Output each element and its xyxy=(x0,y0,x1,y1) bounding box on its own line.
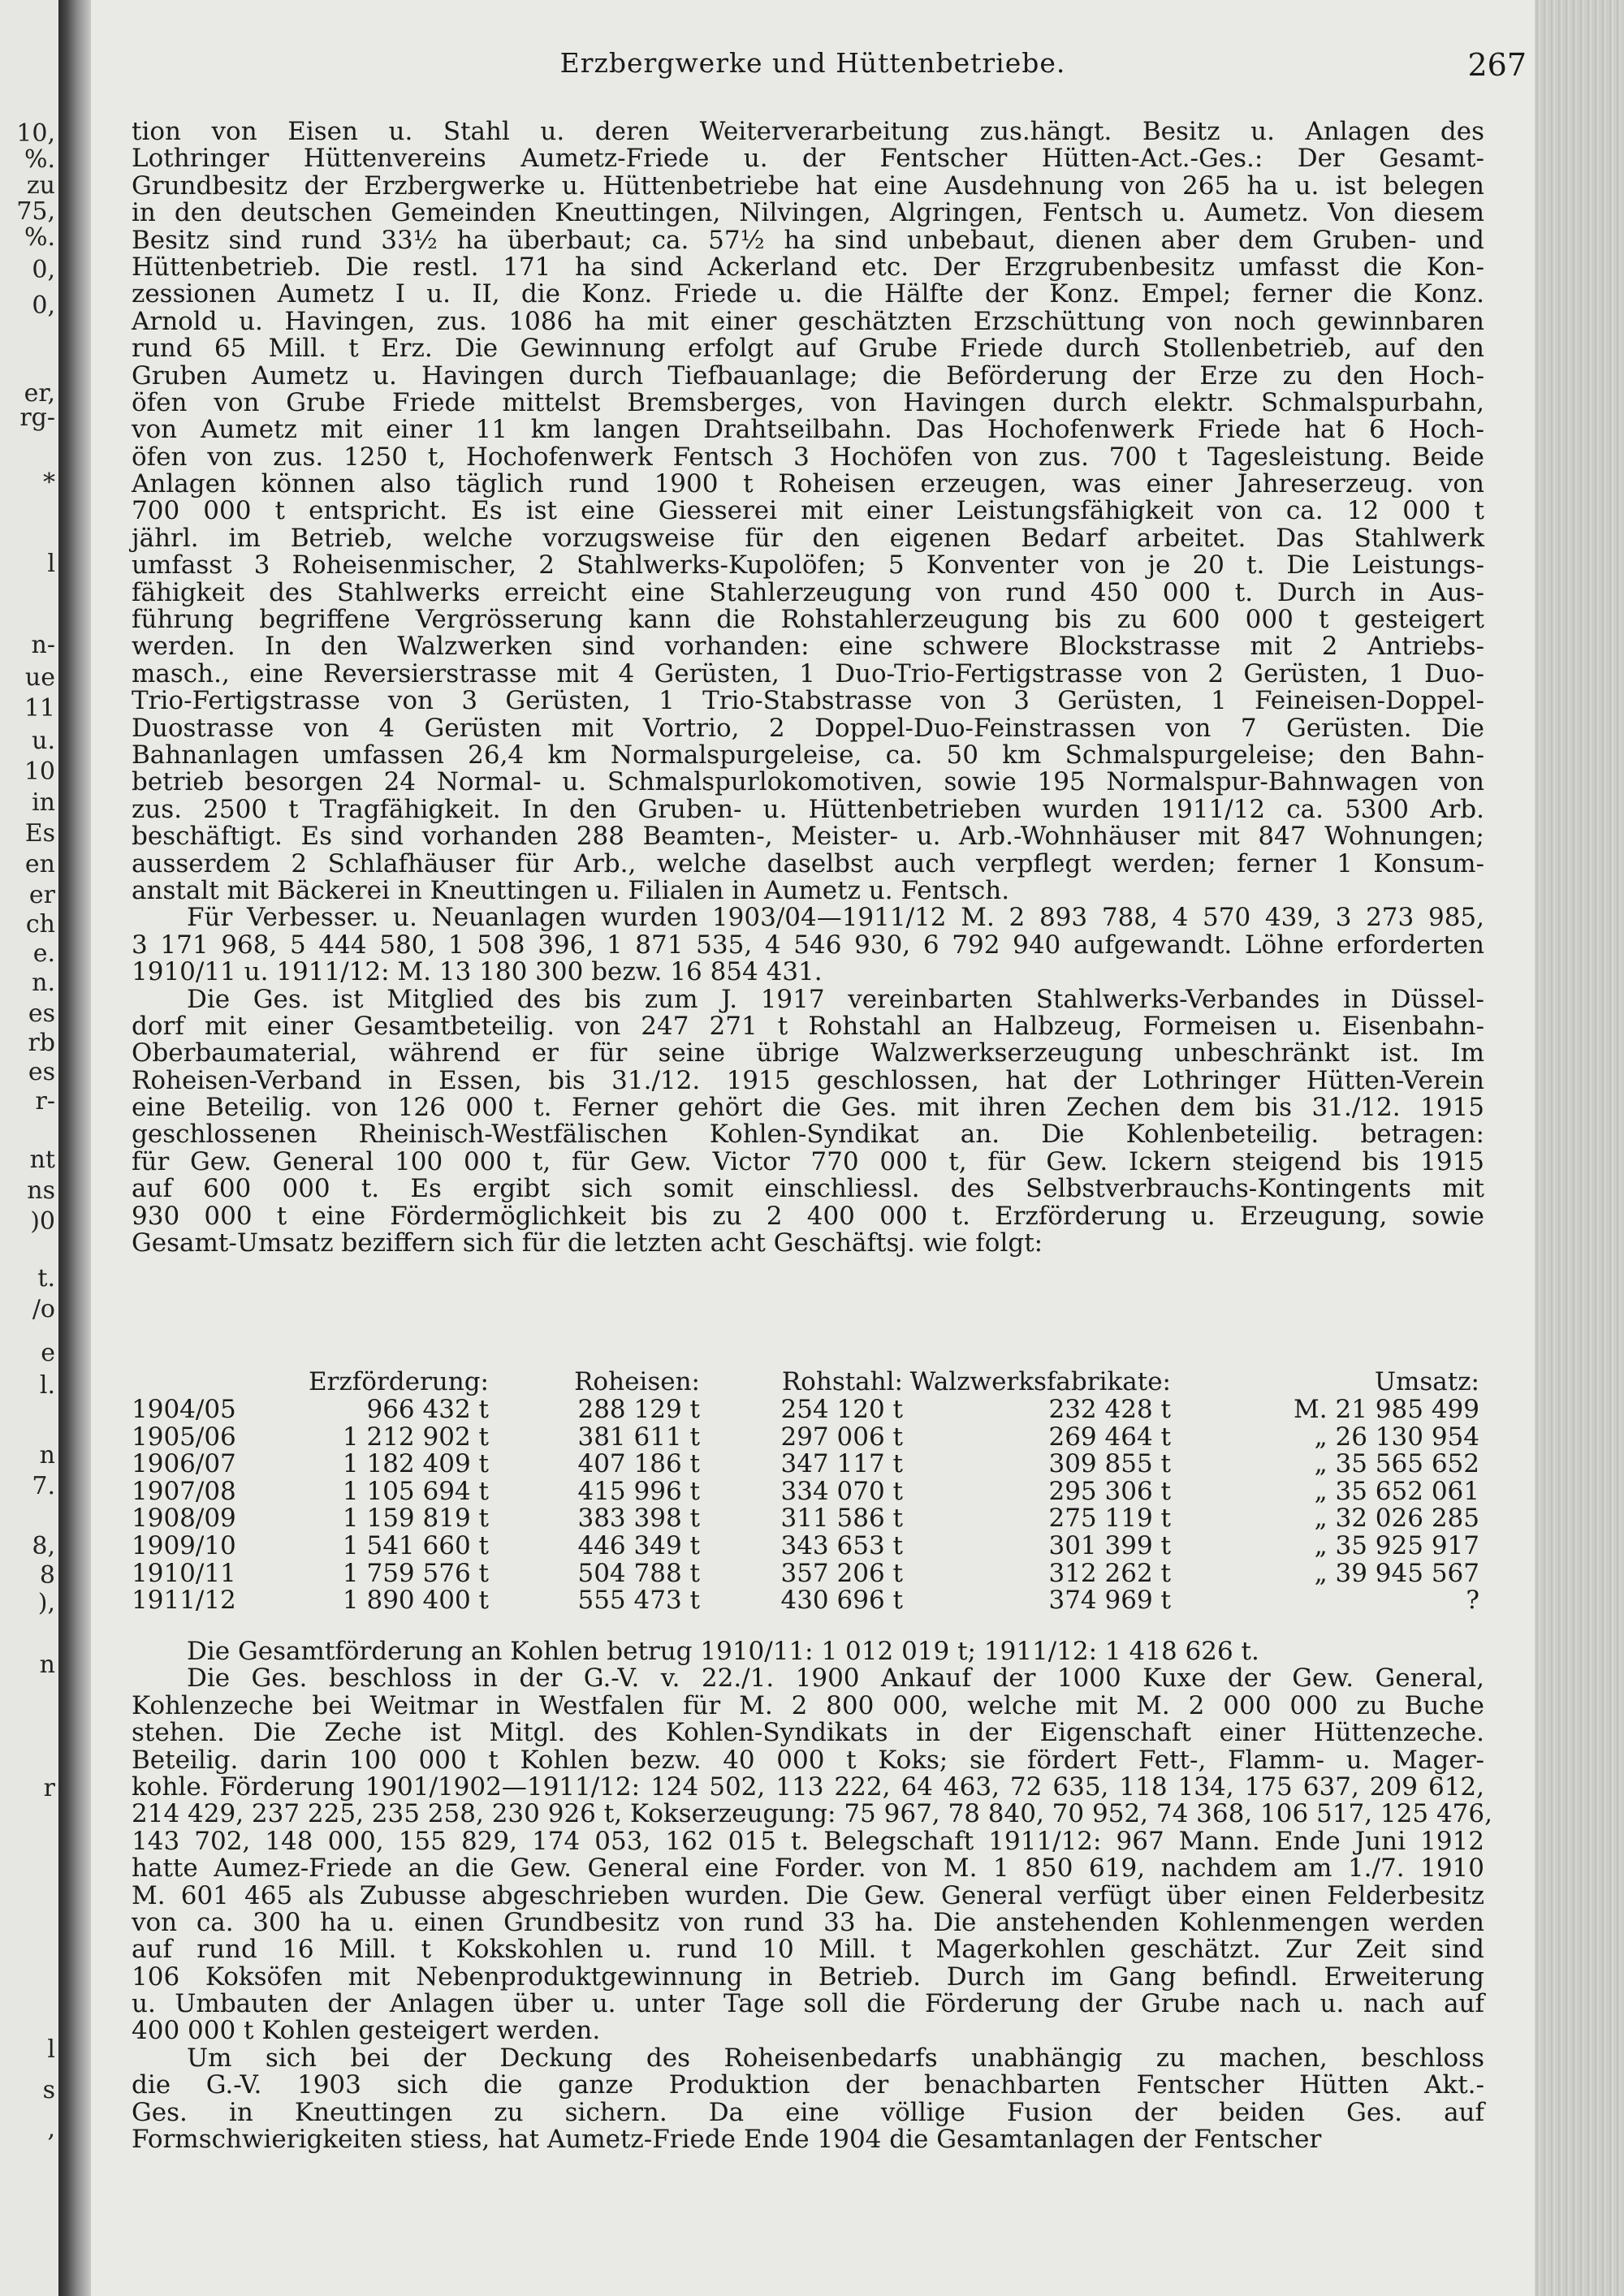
table-row xyxy=(132,1530,1479,1560)
table-cell: 407 186 t xyxy=(577,1449,700,1479)
table-cell: 1 212 902 t xyxy=(342,1422,489,1452)
text-line: 1910/11 u. 1911/12: M. 13 180 300 bezw. 16 854 431. xyxy=(132,957,823,987)
adjacent-page-text: nt xyxy=(29,1146,55,1174)
table-cell: 1907/08 xyxy=(132,1476,236,1506)
adjacent-page-text: l xyxy=(47,550,55,578)
table-cell: 269 464 t xyxy=(1048,1422,1171,1452)
page-header xyxy=(91,47,1535,84)
table-cell: 295 306 t xyxy=(1048,1476,1171,1506)
text-line: Beteilig. darin 100 000 t Kohlen bezw. 40 000 t Koks; sie fördert Fett-, Flamm- u. Mager- xyxy=(132,1745,1484,1775)
adjacent-page-text: n- xyxy=(31,631,55,659)
book-gutter xyxy=(58,0,91,2296)
table-cell: 374 969 t xyxy=(1048,1586,1171,1616)
adjacent-page-text: %. xyxy=(24,223,55,252)
adjacent-page-text: s xyxy=(42,2076,55,2104)
text-line: Grundbesitz der Erzbergwerke u. Hüttenbetriebe hat eine Ausdehnung von 265 ha u. ist belegen xyxy=(132,170,1484,201)
text-line: Anlagen können also täglich rund 1900 t Roheisen erzeugen, was einer Jahreserzeug. von xyxy=(132,469,1484,499)
table-cell: 288 129 t xyxy=(577,1395,700,1424)
text-line: Die Ges. ist Mitglied des bis zum J. 1917 vereinbarten Stahlwerks-Verbandes in Düssel- xyxy=(187,984,1484,1014)
page-edge xyxy=(1535,0,1624,2296)
table-cell: 1906/07 xyxy=(132,1449,236,1479)
table-cell: 297 006 t xyxy=(780,1422,903,1452)
table-row xyxy=(132,1396,1479,1424)
text-line: Kohlenzeche bei Weitmar in Westfalen für M. 2 800 000, welche mit M. 2 000 000 zu Buche xyxy=(132,1690,1484,1720)
table-cell: 430 696 t xyxy=(780,1586,903,1616)
text-line: betrieb besorgen 24 Normal- u. Schmalspurlokomotiven, sowie 195 Normalspur-Bahnwagen von xyxy=(132,767,1484,797)
table-cell: 309 855 t xyxy=(1048,1449,1171,1479)
body-text-upper xyxy=(132,119,1484,1257)
adjacent-page-text: n. xyxy=(32,969,55,997)
text-line: 930 000 t eine Fördermöglichkeit bis zu 2 400 000 t. Erzförderung u. Erzeugung, sowie xyxy=(132,1201,1484,1231)
text-line: kohle. Förderung 1901/1902—1911/12: 124 502, 113 222, 64 463, 72 635, 118 134, 175 637, 209 612, xyxy=(132,1772,1484,1802)
table-cell: 966 432 t xyxy=(366,1395,489,1424)
text-line: Formschwierigkeiten stiess, hat Aumetz-Friede Ende 1904 die Gesamtanlagen der Fentscher xyxy=(132,2125,1322,2155)
adjacent-page-text: ch xyxy=(25,910,55,939)
text-line: anstalt mit Bäckerei in Kneuttingen u. Filialen in Aumetz u. Fentsch. xyxy=(132,875,1010,905)
table-cell: 1909/10 xyxy=(132,1530,236,1560)
table-cell: 334 070 t xyxy=(780,1476,903,1506)
table-cell: 232 428 t xyxy=(1048,1395,1171,1424)
adjacent-page-text: u. xyxy=(32,727,55,755)
production-table xyxy=(132,1369,1479,1615)
adjacent-page-text: 11 xyxy=(24,694,55,723)
text-line: Oberbaumaterial, während er für seine übrige Walzwerkserzeugung unbeschränkt ist. Im xyxy=(132,1038,1484,1068)
text-line: Für Verbesser. u. Neuanlagen wurden 1903/04—1911/12 M. 2 893 788, 4 570 439, 3 273 985, xyxy=(187,903,1484,933)
adjacent-page-text: rb xyxy=(28,1029,55,1057)
adjacent-page-text: e xyxy=(41,1339,55,1367)
text-line: tion von Eisen u. Stahl u. deren Weiterverarbeitung zus.hängt. Besitz u. Anlagen des xyxy=(132,117,1484,146)
text-line: 400 000 t Kohlen gesteigert werden. xyxy=(132,2016,601,2046)
page-number: 267 xyxy=(1467,47,1527,83)
adjacent-page-text: 8, xyxy=(32,1532,55,1560)
table-cell: 555 473 t xyxy=(577,1586,700,1616)
table-cell: M. 21 985 499 xyxy=(1294,1395,1479,1424)
table-cell: „ 26 130 954 xyxy=(1314,1422,1479,1452)
table-cell: 1 105 694 t xyxy=(342,1476,489,1506)
adjacent-page-text: 10 xyxy=(24,757,55,786)
adjacent-page-text: l. xyxy=(39,1371,55,1400)
text-line: Gruben Aumetz u. Havingen durch Tiefbauanlage; die Beförderung der Erze zu den Hoch- xyxy=(132,360,1484,391)
table-cell: 415 996 t xyxy=(577,1476,700,1506)
table-cell: 343 653 t xyxy=(780,1530,903,1560)
adjacent-page-text: e. xyxy=(32,939,55,968)
adjacent-page-text: %. xyxy=(24,145,55,174)
table-cell: 1 182 409 t xyxy=(342,1449,489,1479)
adjacent-page-text: 0, xyxy=(32,256,55,284)
adjacent-page-text: rg- xyxy=(19,404,55,432)
adjacent-page-text: l xyxy=(47,2035,55,2064)
text-line: Ges. in Kneuttingen zu sichern. Da eine völlige Fusion der beiden Ges. auf xyxy=(132,2097,1484,2127)
adjacent-page-fragment xyxy=(0,0,58,2296)
adjacent-page-text: es xyxy=(28,999,55,1028)
running-head: Erzbergwerke und Hüttenbetriebe. xyxy=(559,47,1066,79)
adjacent-page-text: * xyxy=(43,468,55,497)
adjacent-page-text: in xyxy=(32,788,55,817)
text-line: Bahnanlagen umfassen 26,4 km Normalspurgeleise, ca. 50 km Schmalspurgeleise; den Bahn- xyxy=(132,740,1484,770)
table-cell: 1905/06 xyxy=(132,1422,236,1452)
table-cell: 1908/09 xyxy=(132,1504,236,1534)
text-line: 3 171 968, 5 444 580, 1 508 396, 1 871 535, 4 546 930, 6 792 940 aufgewandt. Löhne erforderten xyxy=(132,930,1484,960)
text-line: 214 429, 237 225, 235 258, 230 926 t, Kokserzeugung: 75 967, 78 840, 70 952, 74 368, 106 517, 125 476, xyxy=(132,1799,1492,1829)
adjacent-page-text: ns xyxy=(27,1176,55,1205)
adjacent-page-text: 8 xyxy=(39,1561,55,1590)
text-line: masch., eine Reversierstrasse mit 4 Gerüsten, 1 Duo-Trio-Fertigstrasse von 2 Gerüsten, 1 Duo- xyxy=(132,658,1484,688)
table-header-cell: Rohstahl: xyxy=(781,1367,903,1396)
table-row xyxy=(132,1505,1479,1533)
text-line: zessionen Aumetz I u. II, die Konz. Friede u. die Hälfte der Konz. Empel; ferner die Konz. xyxy=(132,279,1484,309)
text-line: die G.-V. 1903 sich die ganze Produktion der benachbarten Fentscher Hütten Akt.- xyxy=(132,2070,1484,2100)
table-row xyxy=(132,1451,1479,1478)
table-cell: 1904/05 xyxy=(132,1395,236,1424)
text-line: öfen von Grube Friede mittelst Bremsberges, von Havingen durch elektr. Schmalspurbahn, xyxy=(132,387,1484,417)
text-line: Lothringer Hüttenvereins Aumetz-Friede u. der Fentscher Hütten-Act.-Ges.: Der Gesamt- xyxy=(132,144,1484,174)
text-line: hatte Aumez-Friede an die Gew. General eine Forder. von M. 1 850 619, nachdem am 1./7. 1910 xyxy=(132,1854,1484,1884)
text-line: Hüttenbetrieb. Die restl. 171 ha sind Ackerland etc. Der Erzgrubenbesitz umfasst die Kon- xyxy=(132,252,1484,282)
table-cell: ? xyxy=(1466,1586,1479,1616)
text-line: Um sich bei der Deckung des Roheisenbedarfs unabhängig zu machen, beschloss xyxy=(187,2043,1484,2073)
table-cell: „ 32 026 285 xyxy=(1314,1504,1479,1534)
table-cell: 312 262 t xyxy=(1048,1558,1171,1588)
table-cell: 383 398 t xyxy=(577,1504,700,1534)
adjacent-page-text: t. xyxy=(37,1264,55,1293)
text-line: umfasst 3 Roheisenmischer, 2 Stahlwerks-Kupolöfen; 5 Konventer von je 20 t. Die Leistungs- xyxy=(132,550,1484,580)
table-row xyxy=(132,1560,1479,1588)
text-line: 700 000 t entspricht. Es ist eine Giesserei mit einer Leistungsfähigkeit von ca. 12 000 t xyxy=(132,496,1484,526)
text-line: Die Gesamtförderung an Kohlen betrug 1910/11: 1 012 019 t; 1911/12: 1 418 626 t. xyxy=(187,1637,1259,1666)
text-line: Arnold u. Havingen, zus. 1086 ha mit einer geschätzten Erzschüttung von noch gewinnbaren xyxy=(132,306,1484,336)
table-cell: 1 159 819 t xyxy=(342,1504,489,1534)
table-cell: 347 117 t xyxy=(780,1449,903,1479)
adjacent-page-text: 7. xyxy=(32,1472,55,1500)
text-line: M. 601 465 als Zubusse abgeschrieben wurden. Die Gew. General verfügt über einen Felderbesitz xyxy=(132,1880,1484,1910)
table-header-cell: Roheisen: xyxy=(574,1367,700,1396)
text-line: fähigkeit des Stahlwerks erreicht eine Stahlerzeugung von rund 450 000 t. Durch in Aus- xyxy=(132,577,1484,607)
adjacent-page-text: )0 xyxy=(30,1207,55,1236)
text-line: rund 65 Mill. t Erz. Die Gewinnung erfolgt auf Grube Friede durch Stollenbetrieb, auf den xyxy=(132,334,1484,364)
table-cell: „ 39 945 567 xyxy=(1314,1558,1479,1588)
adjacent-page-text: , xyxy=(47,2115,55,2143)
book-page xyxy=(91,0,1535,2296)
adjacent-page-text: er xyxy=(28,881,55,909)
text-line: zus. 2500 t Tragfähigkeit. In den Gruben- u. Hüttenbetrieben wurden 1911/12 ca. 5300 Arb. xyxy=(132,794,1484,824)
text-line: beschäftigt. Es sind vorhanden 288 Beamten-, Meister- u. Arb.-Wohnhäuser mit 847 Wohnungen; xyxy=(132,822,1484,852)
text-line: Besitz sind rund 33½ ha überbaut; ca. 57½ ha sind unbebaut, dienen aber dem Gruben- und xyxy=(132,225,1484,255)
adjacent-page-text: es xyxy=(28,1058,55,1086)
table-header-cell: Umsatz: xyxy=(1374,1367,1479,1396)
text-line: Die Ges. beschloss in der G.-V. v. 22./1. 1900 Ankauf der 1000 Kuxe der Gew. General, xyxy=(187,1664,1484,1694)
table-cell: 381 611 t xyxy=(577,1422,700,1452)
table-cell: 275 119 t xyxy=(1048,1504,1171,1534)
table-header-cell: Walzwerksfabrikate: xyxy=(909,1367,1171,1396)
table-row xyxy=(132,1478,1479,1506)
table-cell: 301 399 t xyxy=(1048,1530,1171,1560)
text-line: für Gew. General 100 000 t, für Gew. Victor 770 000 t, für Gew. Ickern steigend bis 1915 xyxy=(132,1146,1484,1176)
adjacent-page-text: r- xyxy=(35,1087,55,1116)
adjacent-page-text: /o xyxy=(32,1295,55,1323)
text-line: Duostrasse von 4 Gerüsten mit Vortrio, 2 Doppel-Duo-Feinstrassen von 7 Gerüsten. Die xyxy=(132,713,1484,743)
text-line: dorf mit einer Gesamtbeteilig. von 247 271 t Rohstahl an Halbzeug, Formeisen u. Eisenbahn- xyxy=(132,1011,1484,1041)
table-header-row xyxy=(132,1369,1479,1396)
text-line: Trio-Fertigstrasse von 3 Gerüsten, 1 Trio-Stabstrasse von 3 Gerüsten, 1 Feineisen-Doppel- xyxy=(132,686,1484,716)
text-line: von ca. 300 ha u. einen Grundbesitz von rund 33 ha. Die anstehenden Kohlenmengen werden xyxy=(132,1907,1484,1937)
text-line: eine Beteilig. von 126 000 t. Ferner gehört die Ges. mit ihren Zechen dem bis 31./12. 1915 xyxy=(132,1093,1484,1123)
text-line: auf 600 000 t. Es ergibt sich somit einschliessl. des Selbstverbrauchs-Kontingents mit xyxy=(132,1174,1484,1204)
adjacent-page-text: r xyxy=(43,1774,55,1802)
table-cell: 504 788 t xyxy=(577,1558,700,1588)
table-header-cell: Erzförderung: xyxy=(309,1367,489,1396)
adjacent-page-text: n xyxy=(39,1651,55,1679)
text-line: von Aumetz mit einer 11 km langen Drahtseilbahn. Das Hochofenwerk Friede hat 6 Hoch- xyxy=(132,415,1484,445)
body-text-lower xyxy=(132,1637,1492,2155)
table-cell: „ 35 652 061 xyxy=(1314,1476,1479,1506)
table-cell: 1 890 400 t xyxy=(342,1586,489,1616)
table-cell: 254 120 t xyxy=(780,1395,903,1424)
text-line: 106 Koksöfen mit Nebenproduktgewinnung in Betrieb. Durch im Gang befindl. Erweiterung xyxy=(132,1962,1484,1992)
adjacent-page-text: Es xyxy=(24,819,55,848)
text-line: jährl. im Betrieb, welche vorzugsweise für den eigenen Bedarf arbeitet. Das Stahlwerk xyxy=(132,523,1484,553)
text-line: Roheisen-Verband in Essen, bis 31./12. 1915 geschlossen, hat der Lothringer Hütten-Verein xyxy=(132,1065,1484,1095)
table-cell: 1 759 576 t xyxy=(342,1558,489,1588)
adjacent-page-text: en xyxy=(24,850,55,878)
table-cell: 1 541 660 t xyxy=(342,1530,489,1560)
table-row xyxy=(132,1587,1479,1615)
text-line: Gesamt-Umsatz beziffern sich für die letzten acht Geschäftsj. wie folgt: xyxy=(132,1228,1043,1258)
table-cell: „ 35 925 917 xyxy=(1314,1530,1479,1560)
adjacent-page-text: 0, xyxy=(32,291,55,320)
adjacent-page-text: ), xyxy=(37,1589,55,1617)
table-cell: 446 349 t xyxy=(577,1530,700,1560)
table-cell: 1911/12 xyxy=(132,1586,236,1616)
table-cell: 311 586 t xyxy=(780,1504,903,1534)
adjacent-page-text: 10, xyxy=(16,119,55,148)
table-header-cell xyxy=(132,1369,270,1396)
adjacent-page-text: zu xyxy=(26,171,55,200)
text-line: öfen von zus. 1250 t, Hochofenwerk Fentsch 3 Hochöfen von zus. 700 t Tagesleistung. Beide xyxy=(132,442,1484,472)
text-line: stehen. Die Zeche ist Mitgl. des Kohlen-Syndikats in der Eigenschaft einer Hüttenzeche. xyxy=(132,1718,1484,1748)
text-line: geschlossenen Rheinisch-Westfälischen Kohlen-Syndikat an. Die Kohlenbeteilig. betragen: xyxy=(132,1120,1484,1150)
table-row xyxy=(132,1424,1479,1452)
text-line: u. Umbauten der Anlagen über u. unter Tage soll die Förderung der Grube nach u. nach auf xyxy=(132,1989,1484,2019)
text-line: auf rund 16 Mill. t Kokskohlen u. rund 10 Mill. t Magerkohlen geschätzt. Zur Zeit sind xyxy=(132,1935,1484,1965)
adjacent-page-text: ue xyxy=(24,663,55,692)
table-cell: 1910/11 xyxy=(132,1558,236,1588)
adjacent-page-text: er, xyxy=(24,379,55,408)
text-line: ausserdem 2 Schlafhäuser für Arb., welche daselbst auch verpflegt werden; ferner 1 Konsum- xyxy=(132,848,1484,878)
text-line: 143 702, 148 000, 155 829, 174 053, 162 015 t. Belegschaft 1911/12: 967 Mann. Ende Juni 1912 xyxy=(132,1826,1484,1856)
text-line: führung begriffene Vergrösserung kann die Rohstahlerzeugung bis zu 600 000 t gesteigert xyxy=(132,605,1484,635)
text-line: werden. In den Walzwerken sind vorhanden: eine schwere Blockstrasse mit 2 Antriebs- xyxy=(132,632,1484,662)
table-cell: „ 35 565 652 xyxy=(1314,1449,1479,1479)
text-line: in den deutschen Gemeinden Kneuttingen, Nilvingen, Algringen, Fentsch u. Aumetz. Von diesem xyxy=(132,198,1484,228)
adjacent-page-text: n xyxy=(39,1441,55,1470)
adjacent-page-text: 75, xyxy=(16,197,55,226)
table-cell: 357 206 t xyxy=(780,1558,903,1588)
